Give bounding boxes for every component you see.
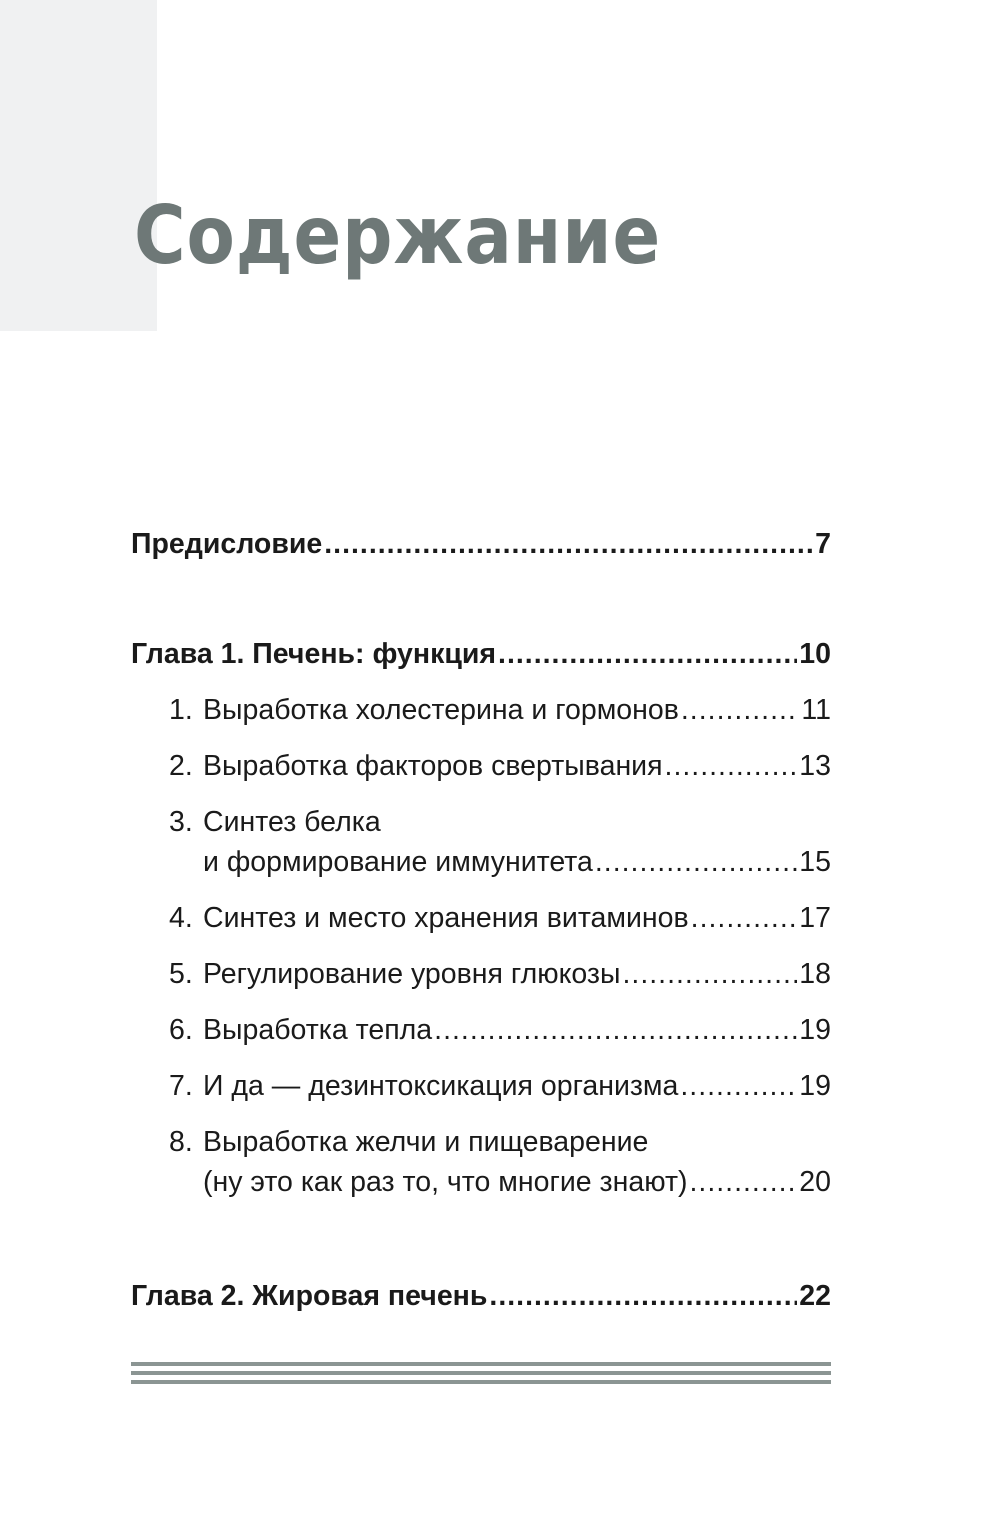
toc-entry-section-5[interactable]: [169, 954, 831, 994]
toc-entry-chapter-2[interactable]: [131, 1276, 831, 1316]
toc-entry-section-8[interactable]: [169, 1122, 831, 1202]
section-number: 4.: [169, 902, 193, 934]
toc-page-number: 13: [799, 750, 831, 782]
bottom-rules: [131, 1362, 831, 1389]
toc-page-number: 19: [799, 1014, 831, 1046]
divider-line: [131, 1380, 831, 1384]
dot-leader: [434, 1010, 797, 1050]
toc-page-number: 10: [799, 638, 831, 670]
dot-leader: [665, 746, 798, 786]
toc-entry-section-2[interactable]: [169, 746, 831, 786]
toc-entry-section-4[interactable]: [169, 898, 831, 938]
toc-entry-label: Предисловие: [131, 528, 323, 560]
dot-leader: [324, 524, 813, 564]
section-label: И да — дезинтоксикация организма: [203, 1070, 679, 1102]
dot-leader: [622, 954, 797, 994]
toc-page-number: 7: [815, 528, 831, 560]
dot-leader: [595, 842, 797, 882]
dot-leader: [489, 1276, 797, 1316]
divider-line: [131, 1362, 831, 1366]
dot-leader: [691, 898, 798, 938]
section-number: 8.: [169, 1126, 193, 1158]
section-label: Выработка факторов свертывания: [203, 750, 663, 782]
section-label-continuation: и формирование иммунитета: [203, 846, 593, 878]
section-label: Выработка холестерина и гормонов: [203, 694, 679, 726]
page-title: Содержание: [134, 189, 662, 282]
toc-entry-section-7[interactable]: [169, 1066, 831, 1106]
toc-entry-label: Глава 1. Печень: функция: [131, 638, 497, 670]
dot-leader: [498, 634, 797, 674]
toc-entry-section-3[interactable]: [169, 802, 831, 882]
section-label: Регулирование уровня глюкозы: [203, 958, 621, 990]
section-number: 7.: [169, 1070, 193, 1102]
toc-entry-chapter-1[interactable]: [131, 634, 831, 674]
toc-page-number: 18: [799, 958, 831, 990]
dot-leader: [690, 1162, 798, 1202]
toc-page-number: 20: [799, 1166, 831, 1198]
toc-entry-section-6[interactable]: [169, 1010, 831, 1050]
section-label-continuation: (ну это как раз то, что многие знают): [203, 1166, 688, 1198]
toc-entry-section-1[interactable]: [169, 690, 831, 730]
section-number: 2.: [169, 750, 193, 782]
toc-page-number: 11: [801, 694, 831, 726]
section-label: Синтез и место хранения витаминов: [203, 902, 689, 934]
dot-leader: [680, 1066, 797, 1106]
section-number: 6.: [169, 1014, 193, 1046]
toc-page-number: 22: [799, 1280, 831, 1312]
dot-leader: [681, 690, 800, 730]
divider-line: [131, 1371, 831, 1375]
section-number: 5.: [169, 958, 193, 990]
section-label: Синтез белка: [203, 806, 381, 838]
toc-entry-preface[interactable]: [131, 524, 831, 564]
toc-page-number: 19: [799, 1070, 831, 1102]
toc-page-number: 15: [799, 846, 831, 878]
section-number: 1.: [169, 694, 193, 726]
toc-page-number: 17: [799, 902, 831, 934]
toc-entry-label: Глава 2. Жировая печень: [131, 1280, 488, 1312]
section-label: Выработка желчи и пищеварение: [203, 1126, 649, 1158]
section-number: 3.: [169, 806, 193, 838]
section-label: Выработка тепла: [203, 1014, 433, 1046]
